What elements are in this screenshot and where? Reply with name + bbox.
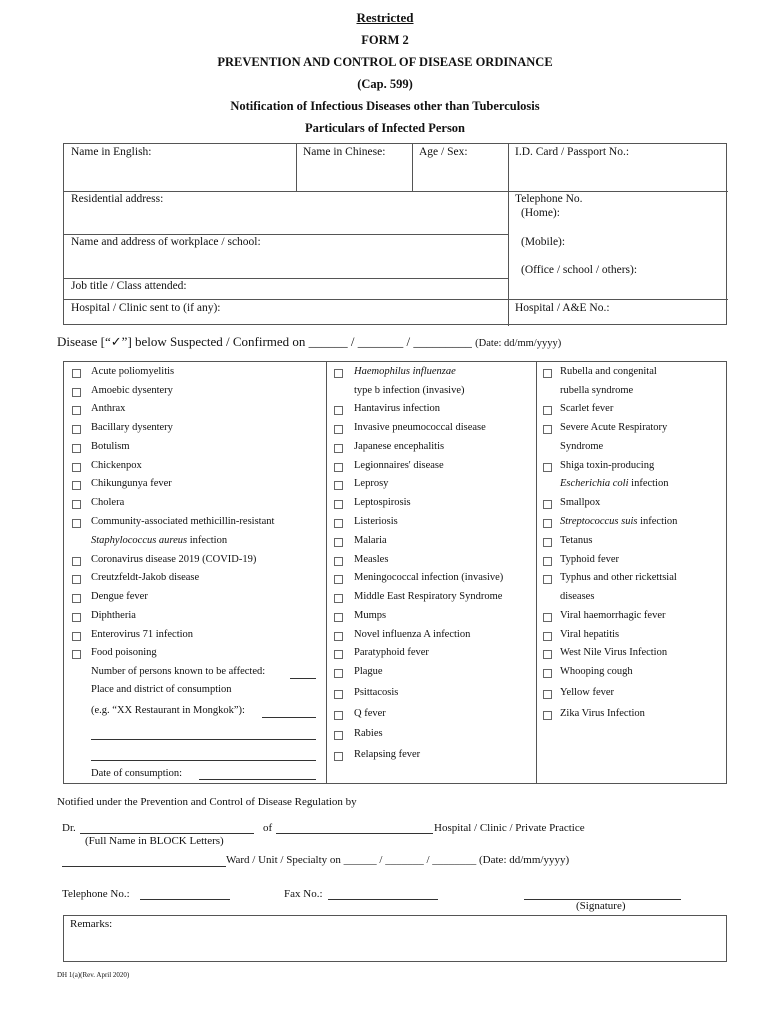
- label-place-example: (e.g. “XX Restaurant in Mongkok”):: [91, 705, 245, 716]
- dr-label: Dr.: [62, 822, 76, 834]
- workplace-field[interactable]: Name and address of workplace / school:: [71, 236, 261, 248]
- label-dengue: Dengue fever: [91, 591, 148, 602]
- checkbox-dengue[interactable]: [72, 594, 81, 603]
- checkbox-leprosy[interactable]: [334, 481, 343, 490]
- person-particulars-table: [63, 143, 727, 325]
- remarks-label: Remarks:: [70, 918, 113, 930]
- label-vhf: Viral haemorrhagic fever: [560, 610, 666, 621]
- label-q-fever: Q fever: [354, 708, 386, 719]
- checkbox-measles[interactable]: [334, 557, 343, 566]
- checkbox-zika[interactable]: [543, 711, 552, 720]
- notification-title: Notification of Infectious Diseases other than Tuberculosis: [230, 99, 540, 113]
- hospital-name-field[interactable]: [276, 833, 433, 834]
- disease-checklist: [63, 361, 727, 784]
- checkbox-relapsing-fever[interactable]: [334, 752, 343, 761]
- label-west-nile: West Nile Virus Infection: [560, 647, 668, 658]
- checkbox-yellow-fever[interactable]: [543, 690, 552, 699]
- form-code: DH 1(a)(Rev. April 2020): [57, 971, 130, 979]
- signature-label: (Signature): [576, 900, 626, 912]
- checkbox-meningococcal[interactable]: [334, 575, 343, 584]
- fax-field[interactable]: [328, 899, 438, 900]
- label-date-consumption: Date of consumption:: [91, 768, 182, 779]
- label-e-coli: Escherichia coli: [560, 478, 629, 489]
- particulars-title: Particulars of Infected Person: [304, 121, 466, 135]
- doctor-name-field[interactable]: [80, 833, 254, 834]
- label-strep-suis: Streptococcus suis: [560, 516, 638, 527]
- checkbox-typhus[interactable]: [543, 575, 552, 584]
- checkbox-stec[interactable]: [543, 463, 552, 472]
- ordinance-title: PREVENTION AND CONTROL OF DISEASE ORDINANCE: [217, 55, 553, 69]
- label-amoebic-dysentery: Amoebic dysentery: [91, 385, 173, 396]
- checkbox-ev71[interactable]: [72, 632, 81, 641]
- name-chinese-field[interactable]: Name in Chinese:: [303, 146, 386, 158]
- office-phone-field[interactable]: (Office / school / others):: [521, 264, 638, 276]
- label-cjd: Creutzfeldt-Jakob disease: [91, 572, 200, 583]
- notified-under-text: Notified under the Prevention and Control of Disease Regulation by: [57, 796, 357, 808]
- disease-date-prefix: Disease [“✓”] below Suspected / Confirmed on ______ / _______ / _________: [57, 334, 472, 349]
- label-place-consumption: Place and district of consumption: [91, 684, 232, 695]
- checkbox-vhf[interactable]: [543, 613, 552, 622]
- label-tetanus: Tetanus: [560, 535, 593, 546]
- name-english-field[interactable]: Name in English:: [71, 146, 152, 158]
- checkbox-amoebic-dysentery[interactable]: [72, 388, 81, 397]
- checkbox-west-nile[interactable]: [543, 650, 552, 659]
- checkbox-mers[interactable]: [334, 594, 343, 603]
- checkbox-rubella[interactable]: [543, 369, 552, 378]
- label-typhus: Typhus and other rickettsial: [560, 572, 677, 583]
- checkbox-chickenpox[interactable]: [72, 463, 81, 472]
- checkbox-scarlet-fever[interactable]: [543, 406, 552, 415]
- label-hantavirus: Hantavirus infection: [354, 403, 441, 414]
- label-strep-suis-row: [560, 516, 677, 527]
- label-mumps: Mumps: [354, 610, 387, 621]
- checkbox-plague[interactable]: [334, 669, 343, 678]
- label-leptospirosis: Leptospirosis: [354, 497, 411, 508]
- label-viral-hepatitis: Viral hepatitis: [560, 629, 620, 640]
- label-plague: Plague: [354, 666, 383, 677]
- checkbox-paratyphoid[interactable]: [334, 650, 343, 659]
- label-leprosy: Leprosy: [354, 478, 389, 489]
- label-anthrax: Anthrax: [91, 403, 126, 414]
- label-malaria: Malaria: [354, 535, 387, 546]
- label-stec-infection: infection: [631, 478, 669, 489]
- mobile-phone-field[interactable]: (Mobile):: [521, 236, 566, 248]
- checkbox-legionnaires[interactable]: [334, 463, 343, 472]
- label-rubella: Rubella and congenital: [560, 366, 657, 377]
- checkbox-smallpox[interactable]: [543, 500, 552, 509]
- label-mers: Middle East Respiratory Syndrome: [354, 591, 503, 602]
- checkbox-diphtheria[interactable]: [72, 613, 81, 622]
- form-number: FORM 2: [361, 33, 409, 47]
- home-phone-field[interactable]: (Home):: [521, 207, 560, 219]
- hospital-field[interactable]: Hospital / Clinic sent to (if any):: [71, 302, 221, 314]
- checkbox-listeriosis[interactable]: [334, 519, 343, 528]
- checkbox-psittacosis[interactable]: [334, 690, 343, 699]
- restricted-label: Restricted: [356, 10, 414, 25]
- checkbox-hantavirus[interactable]: [334, 406, 343, 415]
- ward-label: Ward / Unit / Specialty on ______ / _______ / ________ (Date: dd/mm/yyyy): [226, 854, 570, 866]
- hospital-practice-label: Hospital / Clinic / Private Practice: [434, 822, 585, 834]
- label-paratyphoid: Paratyphoid fever: [354, 647, 429, 658]
- of-label: of: [263, 822, 273, 834]
- label-hib: Haemophilus influenzae: [354, 366, 456, 377]
- checkbox-je[interactable]: [334, 444, 343, 453]
- place-field-3[interactable]: [91, 760, 316, 761]
- label-chikungunya: Chikungunya fever: [91, 478, 172, 489]
- checkbox-hib[interactable]: [334, 369, 343, 378]
- label-ca-mrsa-cont: [91, 535, 227, 546]
- label-whooping-cough: Whooping cough: [560, 666, 633, 677]
- label-meningococcal: Meningococcal infection (invasive): [354, 572, 504, 583]
- label-ca-mrsa: Community-associated methicillin-resistant: [91, 516, 275, 527]
- label-yellow-fever: Yellow fever: [560, 687, 615, 698]
- checkbox-acute-poliomyelitis[interactable]: [72, 369, 81, 378]
- label-ev71: Enterovirus 71 infection: [91, 629, 194, 640]
- checkbox-anthrax[interactable]: [72, 406, 81, 415]
- fax-label: Fax No.:: [284, 888, 323, 900]
- checkbox-malaria[interactable]: [334, 538, 343, 547]
- label-staph-aureus: Staphylococcus aureus: [91, 535, 188, 546]
- checkbox-sars[interactable]: [543, 425, 552, 434]
- place-field-1[interactable]: [262, 717, 316, 718]
- persons-affected-field[interactable]: [290, 678, 316, 679]
- checkbox-ipd[interactable]: [334, 425, 343, 434]
- label-je: Japanese encephalitis: [354, 441, 445, 452]
- disease-date-line: [57, 334, 561, 350]
- label-stec-cont: [560, 478, 668, 489]
- label-stec: Shiga toxin-producing: [560, 460, 655, 471]
- label-legionnaires: Legionnaires' disease: [354, 460, 444, 471]
- job-title-field[interactable]: Job title / Class attended:: [71, 280, 187, 292]
- checkbox-whooping-cough[interactable]: [543, 669, 552, 678]
- label-scarlet-fever: Scarlet fever: [560, 403, 614, 414]
- label-ipd: Invasive pneumococcal disease: [354, 422, 486, 433]
- residential-address-field[interactable]: Residential address:: [71, 193, 164, 205]
- checkbox-q-fever[interactable]: [334, 711, 343, 720]
- label-sars: Severe Acute Respiratory: [560, 422, 668, 433]
- checkbox-novel-flu[interactable]: [334, 632, 343, 641]
- disease-date-format: (Date: dd/mm/yyyy): [475, 338, 562, 349]
- checkbox-cjd[interactable]: [72, 575, 81, 584]
- checkbox-botulism[interactable]: [72, 444, 81, 453]
- label-rubella-cont: rubella syndrome: [560, 385, 634, 396]
- label-novel-flu: Novel influenza A infection: [354, 629, 471, 640]
- checkbox-viral-hepatitis[interactable]: [543, 632, 552, 641]
- label-diphtheria: Diphtheria: [91, 610, 136, 621]
- label-smallpox: Smallpox: [560, 497, 601, 508]
- label-covid19: Coronavirus disease 2019 (COVID-19): [91, 554, 257, 565]
- age-sex-field[interactable]: Age / Sex:: [419, 146, 468, 158]
- label-zika: Zika Virus Infection: [560, 708, 645, 719]
- remarks-box[interactable]: [63, 915, 727, 962]
- ward-field[interactable]: [62, 866, 226, 867]
- checkbox-food-poisoning[interactable]: [72, 650, 81, 659]
- label-food-poisoning: Food poisoning: [91, 647, 157, 658]
- place-field-2[interactable]: [91, 739, 316, 740]
- label-typhoid: Typhoid fever: [560, 554, 620, 565]
- checkbox-mumps[interactable]: [334, 613, 343, 622]
- cap-number: (Cap. 599): [357, 77, 413, 91]
- telephone-label: Telephone No.: [515, 193, 583, 205]
- checkbox-rabies[interactable]: [334, 731, 343, 740]
- label-bacillary-dysentery: Bacillary dysentery: [91, 422, 173, 433]
- label-chickenpox: Chickenpox: [91, 460, 142, 471]
- label-measles: Measles: [354, 554, 389, 565]
- checkbox-strep-suis[interactable]: [543, 519, 552, 528]
- label-sars-cont: Syndrome: [560, 441, 604, 452]
- label-typhus-cont: diseases: [560, 591, 595, 602]
- label-botulism: Botulism: [91, 441, 130, 452]
- label-hib-cont: type b infection (invasive): [354, 385, 465, 396]
- checkbox-leptospirosis[interactable]: [334, 500, 343, 509]
- checkbox-covid19[interactable]: [72, 557, 81, 566]
- label-relapsing-fever: Relapsing fever: [354, 749, 421, 760]
- telephone-field[interactable]: [140, 899, 230, 900]
- full-name-hint: (Full Name in BLOCK Letters): [85, 835, 224, 847]
- label-ca-mrsa-infection: infection: [189, 535, 228, 546]
- date-consumption-field[interactable]: [199, 779, 316, 780]
- checkbox-ca-mrsa[interactable]: [72, 519, 81, 528]
- checkbox-cholera[interactable]: [72, 500, 81, 509]
- label-persons-affected: Number of persons known to be affected:: [91, 666, 266, 677]
- label-listeriosis: Listeriosis: [354, 516, 398, 527]
- checkbox-bacillary-dysentery[interactable]: [72, 425, 81, 434]
- checkbox-chikungunya[interactable]: [72, 481, 81, 490]
- telephone-label-footer: Telephone No.:: [62, 888, 130, 900]
- label-strep-suis-infection: infection: [640, 516, 678, 527]
- label-psittacosis: Psittacosis: [354, 687, 399, 698]
- label-cholera: Cholera: [91, 497, 125, 508]
- label-rabies: Rabies: [354, 728, 383, 739]
- id-card-field[interactable]: I.D. Card / Passport No.:: [515, 146, 630, 158]
- ae-number-field[interactable]: Hospital / A&E No.:: [515, 302, 610, 314]
- label-acute-poliomyelitis: Acute poliomyelitis: [91, 366, 175, 377]
- checkbox-typhoid[interactable]: [543, 557, 552, 566]
- checkbox-tetanus[interactable]: [543, 538, 552, 547]
